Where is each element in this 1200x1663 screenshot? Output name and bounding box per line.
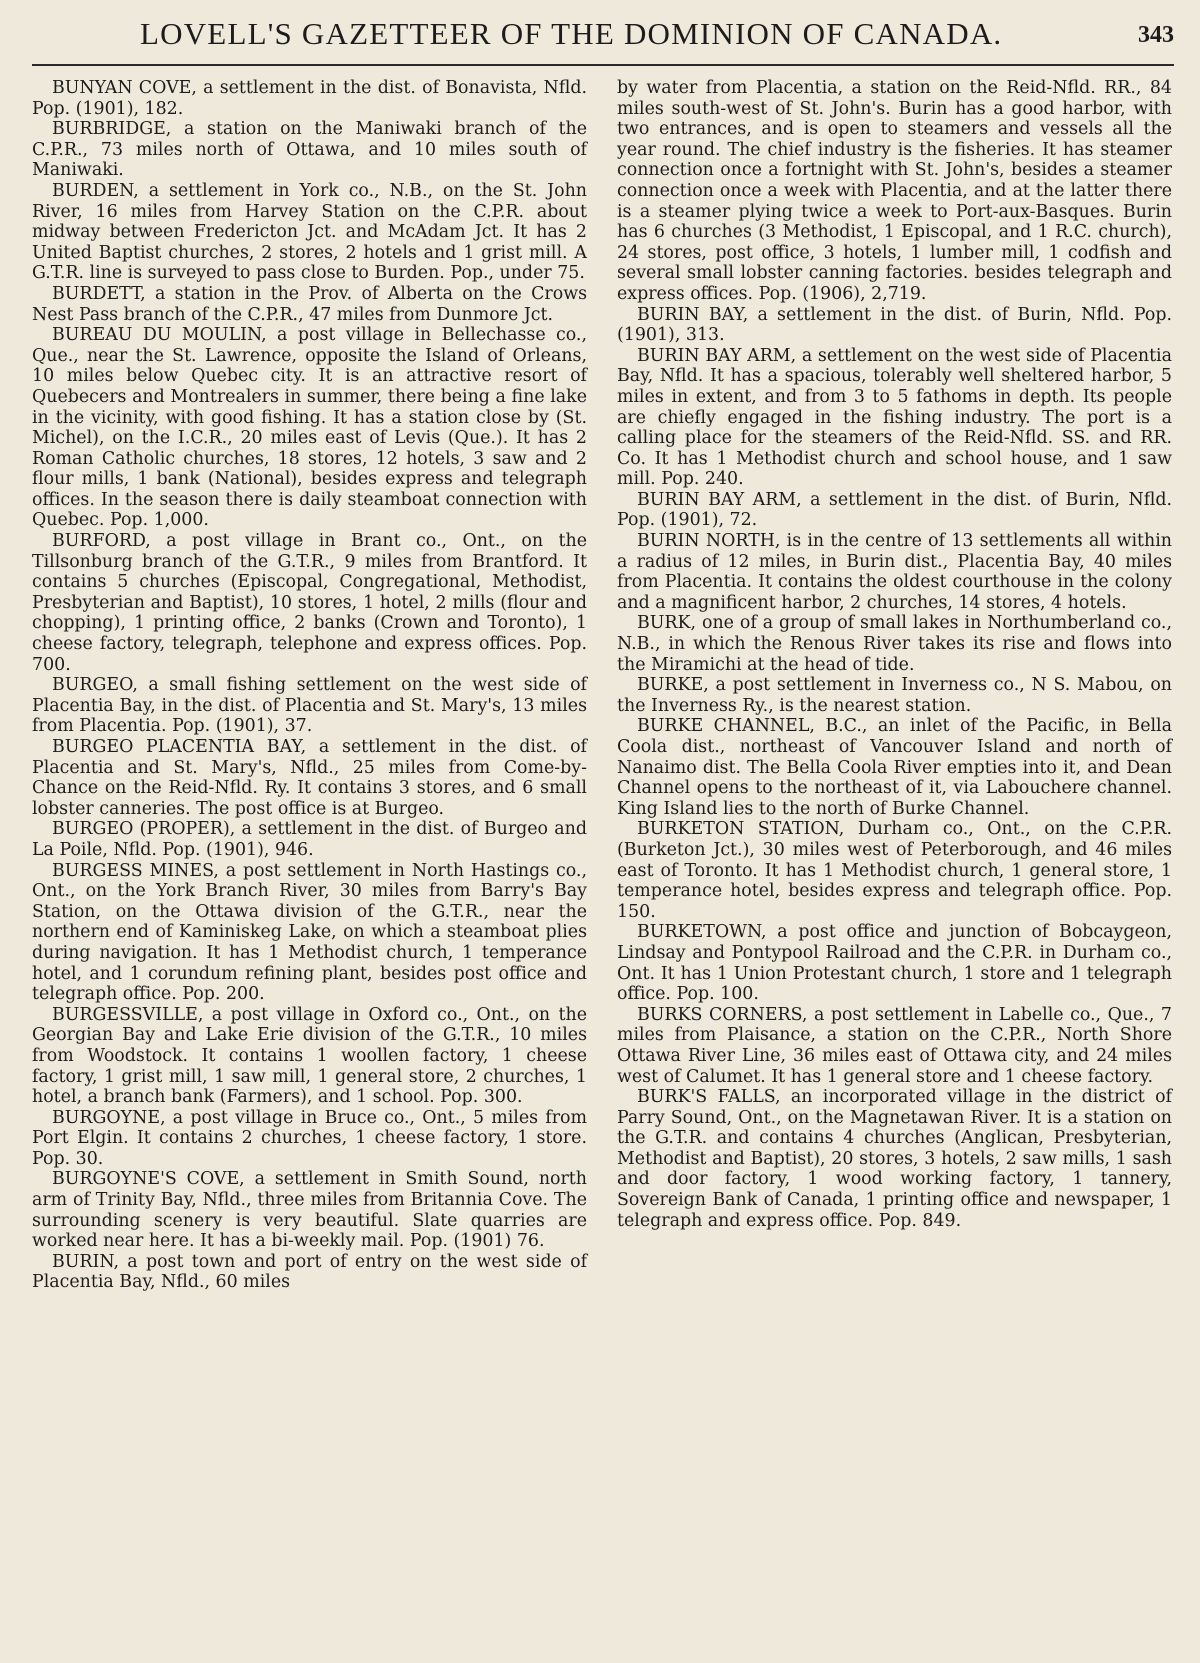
entry-burgess-mines: BURGESS MINES, a post settlement in North Hastings co., Ont., on the York Branch River, 30 miles from Barry's Bay Station, on the Ottawa division of the G.T.R., near the northern end of Kaminiskeg Lake, on which a steamboat plies during navigation. It has 1 Methodist church, 1 temperance hotel, and 1 corundum refining plant, besides post office and telegraph office. Pop. 200. <box>32 860 587 1005</box>
entry-burford: BURFORD, a post village in Brant co., Ont., on the Tillsonburg branch of the G.T.R., 9 miles from Brantford. It contains 5 churches (Episcopal, Congregational, Methodist, Presbyterian and Baptist), 10 stores, 1 hotel, 2 mills (flour and chopping), 1 printing office, 2 banks (Crown and Toronto), 1 cheese factory, telegraph, telephone and express offices. Pop. 700. <box>32 531 587 675</box>
entry-burgeo: BURGEO, a small fishing settlement on the west side of Placentia Bay, in the dist. of Placentia and St. Mary's, 13 miles from Placentia. Pop. (1901), 37. <box>32 675 587 737</box>
entry-burgoynes-cove: BURGOYNE'S COVE, a settlement in Smith Sound, north arm of Trinity Bay, Nfld., three miles from Britannia Cove. The surrounding scenery is very beautiful. Slate quarries are worked near here. It has a bi-weekly mail. Pop. (1901) 76. <box>32 1169 587 1252</box>
entry-burin-north: BURIN NORTH, is in the centre of 13 settlements all within a radius of 12 miles, in Burin dist., Placentia Bay, 40 miles from Placentia. It contains the oldest courthouse in the colony and a magnificent harbor, 2 churches, 14 stores, 4 hotels. <box>617 531 1172 613</box>
entry-burgessville: BURGESSVILLE, a post village in Oxford co., Ont., on the Georgian Bay and Lake Erie division of the G.T.R., 10 miles from Woodstock. It contains 1 woollen factory, 1 cheese factory, 1 grist mill, 1 saw mill, 1 general store, 2 churches, 1 hotel, a branch bank (Farmers), and 1 school. Pop. 300. <box>32 1004 587 1108</box>
entry-burden: BURDEN, a settlement in York co., N.B., on the St. John River, 16 miles from Harvey Station on the C.P.R. about midway between Fredericton Jct. and McAdam Jct. It has 2 United Baptist churches, 2 stores, 2 hotels and 1 grist mill. A G.T.R. line is surveyed to pass close to Burden. Pop., under 75. <box>32 180 587 284</box>
entry-burin-bay-arm-2: BURIN BAY ARM, a settlement in the dist. of Burin, Nfld. Pop. (1901), 72. <box>617 489 1172 531</box>
page-header <box>32 14 1174 66</box>
entry-burgoyne: BURGOYNE, a post village in Bruce co., Ont., 5 miles from Port Elgin. It contains 2 churches, 1 cheese factory, 1 store. Pop. 30. <box>32 1107 587 1169</box>
entry-burdett: BURDETT, a station in the Prov. of Alberta on the Crows Nest Pass branch of the C.P.R., 47 miles from Dunmore Jct. <box>32 283 587 325</box>
entry-burin-bay: BURIN BAY, a settlement in the dist. of Burin, Nfld. Pop. (1901), 313. <box>617 304 1172 346</box>
entry-burk: BURK, one of a group of small lakes in Northumberland co., N.B., in which the Renous River takes its rise and flows into the Miramichi at the head of tide. <box>617 613 1172 675</box>
entry-burin: BURIN, a post town and port of entry on the west side of Placentia Bay, Nfld., 60 miles <box>32 1251 587 1293</box>
entry-burgeo-placentia-bay: BURGEO PLACENTIA BAY, a settlement in the dist. of Placentia and St. Mary's, Nfld., 25 miles from Come-by-Chance on the Reid-Nfld. Ry. It contains 3 stores, and 6 small lobster canneries. The post office is at Burgeo. <box>32 737 587 819</box>
running-title: LOVELL'S GAZETTEER OF THE DOMINION OF CANADA. <box>140 16 1003 51</box>
right-column <box>617 78 1172 1231</box>
entry-bureau-du-moulin: BUREAU DU MOULIN, a post village in Bellechasse co., Que., near the St. Lawrence, opposite the Island of Orleans, 10 miles below Quebec city. It is an attractive resort of Quebecers and Montrealers in summer, there being a fine lake in the vicinity, with good fishing. It has a station close by (St. Michel), on the I.C.R., 20 miles east of Levis (Que.). It has 2 Roman Catholic churches, 18 stores, 12 hotels, 3 saw and 2 flour mills, 1 bank (National), besides express and telegraph offices. In the season there is daily steamboat connection with Quebec. Pop. 1,000. <box>32 325 587 531</box>
entry-burks-falls: BURK'S FALLS, an incorporated village in the district of Parry Sound, Ont., on the Magnetawan River. It is a station on the G.T.R. and contains 4 churches (Anglican, Presbyterian, Methodist and Baptist), 20 stores, 3 hotels, 2 saw mills, 1 sash and door factory, 1 wood working factory, 1 tannery, Sovereign Bank of Canada, 1 printing office and newspaper, 1 telegraph and express office. Pop. 849. <box>617 1087 1172 1231</box>
entry-burke: BURKE, a post settlement in Inverness co., N S. Mabou, on the Inverness Ry., is the nearest station. <box>617 675 1172 716</box>
entry-burin-bay-arm: BURIN BAY ARM, a settlement on the west side of Placentia Bay, Nfld. It has a spacious, tolerably well sheltered harbor, 5 miles in extent, and from 3 to 5 fathoms in depth. Its people are chiefly engaged in the fishing industry. The port is a calling place for the steamers of the Reid-Nfld. SS. and RR. Co. It has 1 Methodist church and school house, and 1 saw mill. Pop. 240. <box>617 345 1172 490</box>
entry-burke-channel: BURKE CHANNEL, B.C., an inlet of the Pacific, in Bella Coola dist., northeast of Vancouver Island and north of Nanaimo dist. The Bella Coola River empties into it, and Dean Channel opens to the northeast of it, via Labouchere channel. King Island lies to the north of Burke Channel. <box>617 716 1172 819</box>
entry-bunyan-cove: BUNYAN COVE, a settlement in the dist. of Bonavista, Nfld. Pop. (1901), 182. <box>32 78 587 119</box>
entry-burgeo-proper: BURGEO (PROPER), a settlement in the dist. of Burgeo and La Poile, Nfld. Pop. (1901), 946. <box>32 819 587 860</box>
entry-burin-continued: by water from Placentia, a station on the Reid-Nfld. RR., 84 miles south-west of St. John's. Burin has a good harbor, with two entrances, and is open to steamers and vessels all the year round. The chief industry is the fisheries. It has steamer connection once a fortnight with St. John's, besides a steamer connection once a week with Placentia, and at the latter there is a steamer plying twice a week to Port-aux-Basques. Burin has 6 churches (3 Methodist, 1 Episcopal, and 1 R.C. church), 24 stores, post office, 3 hotels, 1 lumber mill, 1 codfish and several small lobster canning factories. besides telegraph and express offices. Pop. (1906), 2,719. <box>617 78 1172 304</box>
entry-burketon-station: BURKETON STATION, Durham co., Ont., on the C.P.R. (Burketon Jct.), 30 miles west of Peterborough, and 46 miles east of Toronto. It has 1 Methodist church, 1 general store, 1 temperance hotel, besides express and telegraph office. Pop. 150. <box>617 819 1172 922</box>
entry-burks-corners: BURKS CORNERS, a post settlement in Labelle co., Que., 7 miles from Plaisance, a station on the C.P.R., North Shore Ottawa River Line, 36 miles east of Ottawa city, and 24 miles west of Calumet. It has 1 general store and 1 cheese factory. <box>617 1004 1172 1087</box>
text-columns <box>32 78 1174 1653</box>
entry-burketown: BURKETOWN, a post office and junction of Bobcaygeon, Lindsay and Pontypool Railroad and the C.P.R. in Durham co., Ont. It has 1 Union Protestant church, 1 store and 1 telegraph office. Pop. 100. <box>617 922 1172 1005</box>
page-number: 343 <box>1138 22 1174 48</box>
left-column <box>32 78 587 1293</box>
entry-burbridge: BURBRIDGE, a station on the Maniwaki branch of the C.P.R., 73 miles north of Ottawa, and 10 miles south of Maniwaki. <box>32 119 587 181</box>
